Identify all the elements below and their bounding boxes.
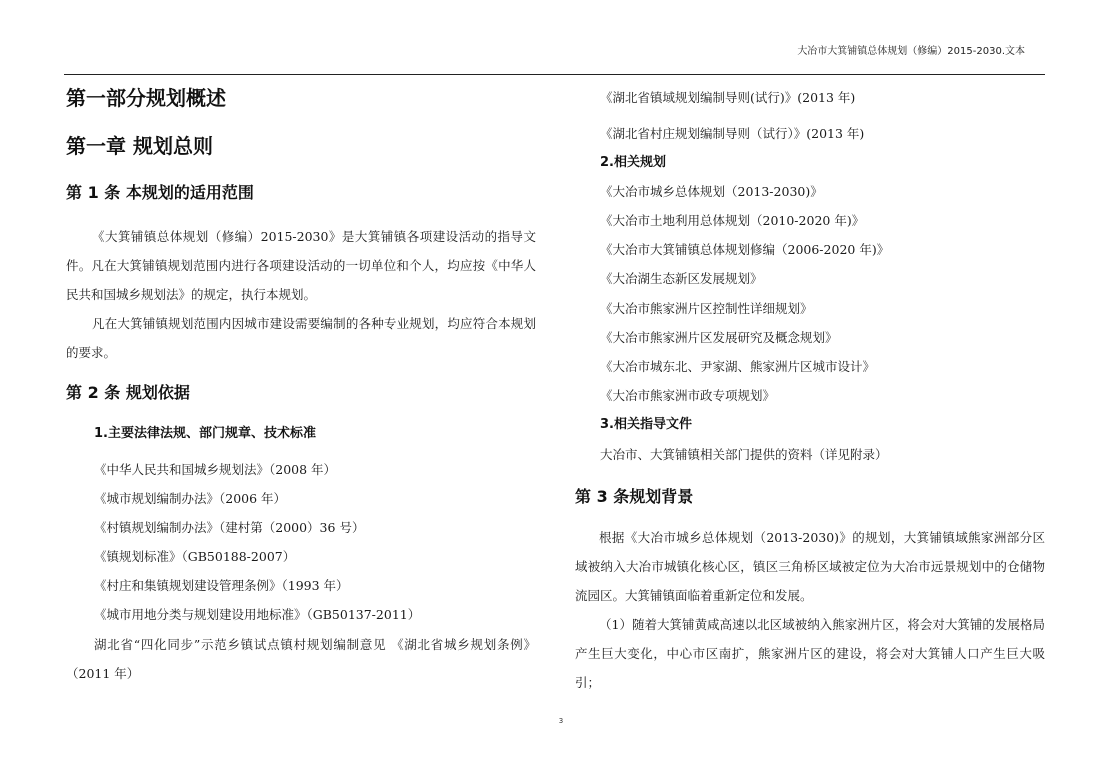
related-plan-item: 《大冶市城乡总体规划（2013-2030)》 <box>600 184 823 199</box>
related-plan-item: 《大冶市土地利用总体规划（2010-2020 年)》 <box>600 213 865 228</box>
chapter-title: 第一章 规划总则 <box>66 134 213 158</box>
related-plan-item: 《大冶市熊家洲片区发展研究及概念规划》 <box>600 330 838 345</box>
related-plan-item: 《大冶市城东北、尹家湖、熊家洲片区城市设计》 <box>600 359 876 374</box>
article-3-paragraph-1: 根据《大冶市城乡总体规划（2013-2030)》的规划，大箕铺镇域熊家洲部分区域被纳入大冶市城镇化核心区，镇区三角桥区域被定位为大冶市远景规划中的仓储物流园区。大箕铺镇面临着重新定位和发展。 <box>575 530 1045 603</box>
law-item: 《城市用地分类与规划建设用地标准》（GB50137-2011） <box>94 607 421 622</box>
related-plan-item: 《大冶市熊家洲市政专项规划》 <box>600 388 776 403</box>
law-item: 《镇规划标准》（GB50188-2007） <box>94 549 296 564</box>
section-guidance-heading: 3.相关指导文件 <box>600 417 692 432</box>
law-item: 《湖北省镇域规划编制导则(试行)》(2013 年) <box>600 90 856 105</box>
part-title: 第一部分规划概述 <box>66 86 226 110</box>
law-item: 《村镇规划编制办法》（建村第（2000）36 号） <box>94 520 365 535</box>
page-number: 3 <box>558 717 564 725</box>
article-1-paragraph-1: 《大箕铺镇总体规划（修编）2015-2030》是大箕铺镇各项建设活动的指导文件。凡在大箕铺镇规划范围内进行各项建设活动的一切单位和个人，均应按《中华人民共和国城乡规划法》的规定，执行本规划。 <box>66 229 536 302</box>
law-item-last: 湖北省“四化同步”示范乡镇试点镇村规划编制意见 《湖北省城乡规划条例》（2011 年） <box>66 637 536 681</box>
related-plan-item: 《大冶湖生态新区发展规划》 <box>600 271 763 286</box>
article-3-paragraph-2: （1）随着大箕铺黄咸高速以北区域被纳入熊家洲片区，将会对大箕铺的发展格局产生巨大变化，中心市区南扩，熊家洲片区的建设，将会对大箕铺人口产生巨大吸引； <box>575 617 1045 690</box>
section-laws-heading: 1.主要法律法规、部门规章、技术标准 <box>94 426 316 441</box>
related-plan-item: 《大冶市大箕铺镇总体规划修编（2006-2020 年)》 <box>600 242 890 257</box>
running-header: 大冶市大箕铺镇总体规划（修编）2015-2030.文本 <box>797 46 1025 57</box>
law-item: 《中华人民共和国城乡规划法》（2008 年） <box>94 462 337 477</box>
section-related-plans-heading: 2.相关规划 <box>600 155 666 170</box>
article-2-title: 第 2 条 规划依据 <box>66 383 190 402</box>
article-1-title: 第 1 条 本规划的适用范围 <box>66 183 254 202</box>
law-item: 《村庄和集镇规划建设管理条例》（1993 年） <box>94 578 349 593</box>
law-item: 《湖北省村庄规划编制导则（试行）》(2013 年) <box>600 126 865 141</box>
article-3-title: 第 3 条规划背景 <box>575 487 694 506</box>
article-1-paragraph-2: 凡在大箕铺镇规划范围内因城市建设需要编制的各种专业规划，均应符合本规划的要求。 <box>66 316 536 360</box>
related-plan-item: 《大冶市熊家洲片区控制性详细规划》 <box>600 301 813 316</box>
guidance-text: 大冶市、大箕铺镇相关部门提供的资料（详见附录） <box>600 447 888 462</box>
header-rule <box>64 74 1045 75</box>
law-item: 《城市规划编制办法》（2006 年） <box>94 491 287 506</box>
